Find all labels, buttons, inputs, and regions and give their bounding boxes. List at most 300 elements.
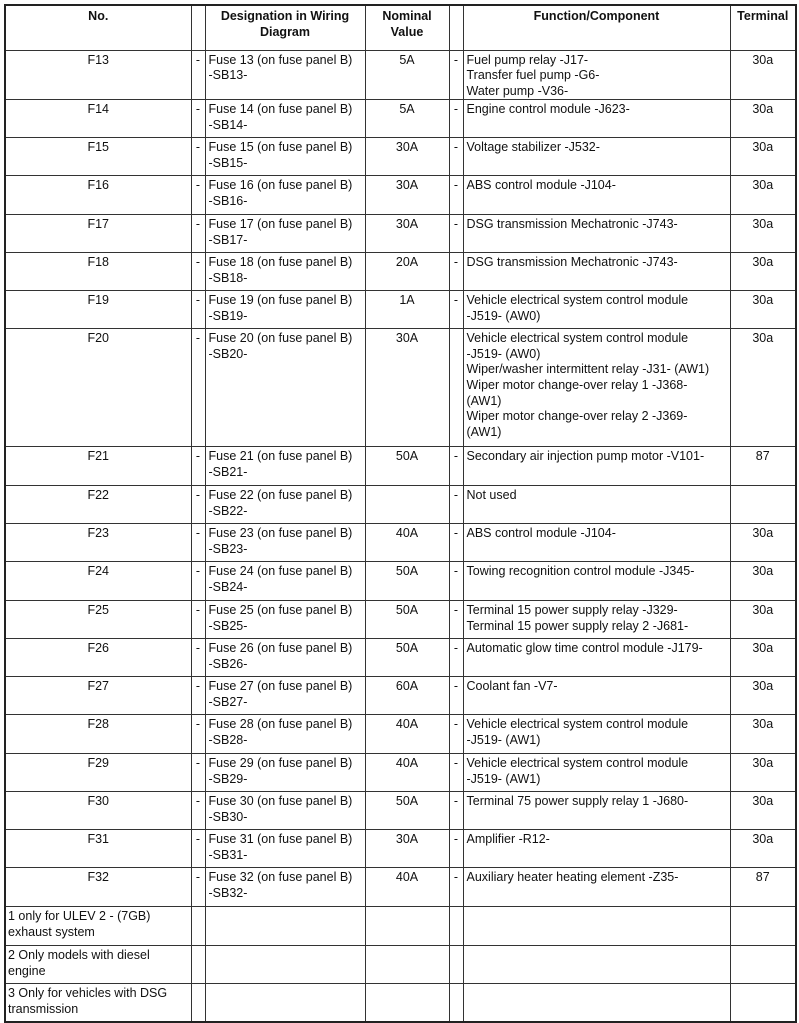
nominal-value: 30A: [395, 217, 419, 232]
dash-cell: [191, 792, 205, 830]
dash-marker: -: [453, 717, 459, 732]
designation-line: Fuse 19 (on fuse panel B): [208, 293, 353, 308]
table-row: [5, 754, 796, 792]
dash-marker: -: [453, 178, 459, 193]
dash-cell: [449, 447, 463, 486]
designation-line: Fuse 32 (on fuse panel B): [208, 870, 353, 885]
function-line: Water pump -V36-: [466, 83, 569, 98]
fuse-number: F31: [87, 832, 110, 847]
designation-cell: [205, 176, 365, 215]
function-line: Voltage stabilizer -J532-: [466, 140, 600, 155]
dash-marker: -: [195, 449, 201, 464]
function-component-cell: [463, 447, 730, 486]
table-row: [5, 176, 796, 215]
dash-marker: -: [453, 832, 459, 847]
function-line: Vehicle electrical system control module: [466, 293, 689, 308]
footnote-line: engine: [8, 963, 46, 978]
fuse-table: [4, 4, 797, 1023]
header-function-component: Function/Component: [463, 5, 730, 50]
dash-marker: -: [453, 603, 459, 618]
dash-marker: -: [195, 832, 201, 847]
terminal-cell: [730, 50, 796, 100]
fuse-number: F14: [87, 102, 110, 117]
terminal-value: 87: [755, 449, 770, 464]
function-line: Engine control module -J623-: [466, 102, 630, 117]
dash-marker: -: [453, 255, 459, 270]
fuse-number: F28: [87, 717, 110, 732]
fuse-number: F27: [87, 679, 110, 694]
terminal-value: 30a: [752, 603, 774, 618]
dash-marker: -: [195, 102, 201, 117]
nominal-value: 40A: [395, 717, 419, 732]
nominal-value: 20A: [395, 255, 419, 270]
function-line: Fuel pump relay -J17-: [466, 52, 589, 67]
function-component-cell: [463, 601, 730, 639]
nominal-value-cell: [365, 486, 449, 524]
dash-marker: -: [195, 794, 201, 809]
terminal-cell: [730, 138, 796, 176]
dash-marker: -: [195, 641, 201, 656]
function-component-cell: [463, 50, 730, 100]
terminal-value: 30a: [752, 255, 774, 270]
terminal-cell: [730, 215, 796, 253]
nominal-value: 50A: [395, 449, 419, 464]
dash-marker: -: [453, 870, 459, 885]
nominal-value: 30A: [395, 832, 419, 847]
footnote-row: [5, 907, 796, 946]
fuse-number-cell: [5, 329, 191, 447]
dash-cell: [191, 715, 205, 754]
function-component-cell: [463, 215, 730, 253]
designation-line: Fuse 28 (on fuse panel B): [208, 717, 353, 732]
designation-cell: [205, 253, 365, 291]
designation-line: Fuse 29 (on fuse panel B): [208, 756, 353, 771]
dash-cell: [191, 486, 205, 524]
nominal-value-cell: [365, 868, 449, 907]
terminal-cell: [730, 524, 796, 562]
function-component-cell: [463, 715, 730, 754]
empty-cell: [730, 907, 796, 946]
terminal-cell: [730, 100, 796, 138]
function-component-cell: [463, 100, 730, 138]
dash-marker: -: [195, 717, 201, 732]
function-component-cell: [463, 754, 730, 792]
footnote-cell: [5, 907, 191, 946]
nominal-value: 50A: [395, 794, 419, 809]
table-row: [5, 253, 796, 291]
nominal-value-cell: [365, 176, 449, 215]
fuse-number: F17: [87, 217, 110, 232]
terminal-cell: [730, 715, 796, 754]
terminal-value: 30a: [752, 217, 774, 232]
empty-cell: [730, 984, 796, 1022]
nominal-value: 40A: [395, 756, 419, 771]
dash-marker: -: [453, 794, 459, 809]
terminal-cell: [730, 830, 796, 868]
terminal-value: 30a: [752, 140, 774, 155]
designation-line: -SB15-: [208, 155, 248, 170]
nominal-value-cell: [365, 100, 449, 138]
terminal-value: 87: [755, 870, 770, 885]
designation-line: -SB28-: [208, 732, 248, 747]
dash-cell: [449, 215, 463, 253]
fuse-number-cell: [5, 524, 191, 562]
footnote-line: transmission: [8, 1001, 79, 1016]
designation-line: Fuse 13 (on fuse panel B): [208, 52, 353, 67]
empty-cell: [191, 907, 205, 946]
table-row: [5, 215, 796, 253]
terminal-cell: [730, 562, 796, 601]
terminal-value: 30a: [752, 564, 774, 579]
nominal-value: 40A: [395, 870, 419, 885]
dash-cell: [449, 830, 463, 868]
footnote-line: 3 Only for vehicles with DSG: [8, 986, 168, 1001]
function-line: Automatic glow time control module -J179-: [466, 641, 703, 656]
terminal-cell: [730, 291, 796, 329]
function-component-cell: [463, 677, 730, 715]
designation-line: -SB18-: [208, 270, 248, 285]
fuse-number-cell: [5, 291, 191, 329]
fuse-number: F21: [87, 449, 110, 464]
empty-cell: [449, 907, 463, 946]
dash-cell: [449, 138, 463, 176]
empty-cell: [205, 907, 365, 946]
dash-cell: [191, 215, 205, 253]
terminal-value: 30a: [752, 178, 774, 193]
fuse-number: F19: [87, 293, 110, 308]
empty-cell: [730, 946, 796, 984]
fuse-number-cell: [5, 868, 191, 907]
designation-line: -SB17-: [208, 232, 248, 247]
terminal-value: 30a: [752, 52, 774, 67]
function-component-cell: [463, 868, 730, 907]
nominal-value: 50A: [395, 564, 419, 579]
fuse-number: F32: [87, 870, 110, 885]
dash-cell: [449, 868, 463, 907]
empty-cell: [365, 946, 449, 984]
nominal-value: 1A: [399, 293, 415, 308]
terminal-cell: [730, 792, 796, 830]
fuse-number: F22: [87, 488, 110, 503]
function-component-cell: [463, 253, 730, 291]
table-row: [5, 447, 796, 486]
dash-cell: [449, 253, 463, 291]
empty-cell: [365, 907, 449, 946]
designation-cell: [205, 524, 365, 562]
table-row: [5, 677, 796, 715]
fuse-number-cell: [5, 138, 191, 176]
dash-cell: [191, 50, 205, 100]
function-component-cell: [463, 138, 730, 176]
function-line: DSG transmission Mechatronic -J743-: [466, 217, 678, 232]
dash-cell: [191, 176, 205, 215]
nominal-value-cell: [365, 754, 449, 792]
table-row: [5, 830, 796, 868]
function-line: Wiper motor change-over relay 2 -J369-: [466, 409, 688, 424]
empty-cell: [205, 946, 365, 984]
dash-cell: [191, 138, 205, 176]
terminal-value: 30a: [752, 794, 774, 809]
nominal-value-cell: [365, 138, 449, 176]
designation-line: -SB16-: [208, 193, 248, 208]
designation-line: Fuse 16 (on fuse panel B): [208, 178, 353, 193]
dash-marker: -: [195, 870, 201, 885]
fuse-number-cell: [5, 562, 191, 601]
designation-line: -SB25-: [208, 618, 248, 633]
dash-cell: [449, 677, 463, 715]
designation-line: Fuse 20 (on fuse panel B): [208, 331, 353, 346]
dash-cell: [191, 868, 205, 907]
nominal-value: 30A: [395, 140, 419, 155]
dash-cell: [191, 830, 205, 868]
table-header-row: [5, 5, 796, 50]
function-component-cell: [463, 830, 730, 868]
nominal-value-cell: [365, 253, 449, 291]
designation-line: Fuse 18 (on fuse panel B): [208, 255, 353, 270]
table-row: [5, 715, 796, 754]
table-row: [5, 868, 796, 907]
designation-line: Fuse 26 (on fuse panel B): [208, 641, 353, 656]
nominal-value-cell: [365, 447, 449, 486]
terminal-cell: [730, 868, 796, 907]
designation-cell: [205, 50, 365, 100]
dash-cell: [191, 677, 205, 715]
fuse-number-cell: [5, 50, 191, 100]
designation-line: -SB30-: [208, 809, 248, 824]
nominal-value: 50A: [395, 641, 419, 656]
function-line: Terminal 15 power supply relay 2 -J681-: [466, 618, 689, 633]
fuse-number: F29: [87, 756, 110, 771]
nominal-value-cell: [365, 792, 449, 830]
table-row: [5, 50, 796, 100]
function-line: -J519- (AW0): [466, 346, 541, 361]
empty-cell: [191, 984, 205, 1022]
dash-cell: [449, 329, 463, 447]
table-row: [5, 291, 796, 329]
footnote-line: 2 Only models with diesel: [8, 948, 150, 963]
dash-marker: -: [195, 756, 201, 771]
terminal-cell: [730, 601, 796, 639]
nominal-value: 50A: [395, 603, 419, 618]
empty-cell: [205, 984, 365, 1022]
designation-line: -SB13-: [208, 68, 248, 83]
function-line: Terminal 15 power supply relay -J329-: [466, 603, 678, 618]
dash-marker: -: [453, 140, 459, 155]
designation-line: -SB20-: [208, 346, 248, 361]
dash-cell: [449, 486, 463, 524]
dash-cell: [191, 100, 205, 138]
function-line: Terminal 75 power supply relay 1 -J680-: [466, 794, 689, 809]
function-line: Wiper motor change-over relay 1 -J368-: [466, 378, 688, 393]
function-line: Coolant fan -V7-: [466, 679, 558, 694]
fuse-number-cell: [5, 830, 191, 868]
dash-marker: -: [453, 756, 459, 771]
dash-marker: -: [195, 488, 201, 503]
function-component-cell: [463, 329, 730, 447]
designation-line: Fuse 27 (on fuse panel B): [208, 679, 353, 694]
function-line: Vehicle electrical system control module: [466, 756, 689, 771]
dash-cell: [449, 754, 463, 792]
empty-cell: [365, 984, 449, 1022]
footnote-cell: [5, 946, 191, 984]
designation-cell: [205, 291, 365, 329]
function-line: DSG transmission Mechatronic -J743-: [466, 255, 678, 270]
dash-cell: [449, 792, 463, 830]
nominal-value-cell: [365, 524, 449, 562]
dash-cell: [449, 176, 463, 215]
empty-cell: [191, 946, 205, 984]
fuse-number-cell: [5, 215, 191, 253]
function-line: ABS control module -J104-: [466, 178, 616, 193]
designation-line: -SB32-: [208, 885, 248, 900]
function-component-cell: [463, 639, 730, 677]
designation-line: -SB26-: [208, 656, 248, 671]
terminal-value: 30a: [752, 331, 774, 346]
fuse-number-cell: [5, 715, 191, 754]
table-row: [5, 100, 796, 138]
designation-cell: [205, 639, 365, 677]
terminal-value: 30a: [752, 293, 774, 308]
header-terminal: Terminal: [730, 5, 796, 50]
dash-cell: [449, 524, 463, 562]
dash-marker: -: [195, 564, 201, 579]
dash-cell: [449, 100, 463, 138]
designation-cell: [205, 100, 365, 138]
dash-marker: -: [453, 564, 459, 579]
nominal-value-cell: [365, 329, 449, 447]
header-spacer-2: [449, 5, 463, 50]
nominal-value-cell: [365, 50, 449, 100]
nominal-value: 5A: [399, 102, 415, 117]
dash-marker: -: [195, 52, 201, 67]
dash-cell: [191, 524, 205, 562]
designation-cell: [205, 792, 365, 830]
terminal-value: 30a: [752, 102, 774, 117]
dash-marker: -: [195, 217, 201, 232]
header-no: No.: [5, 5, 191, 50]
table-row: [5, 562, 796, 601]
designation-line: Fuse 25 (on fuse panel B): [208, 603, 353, 618]
fuse-number-cell: [5, 677, 191, 715]
designation-line: Fuse 23 (on fuse panel B): [208, 526, 353, 541]
dash-cell: [191, 447, 205, 486]
nominal-value-cell: [365, 715, 449, 754]
function-line: Transfer fuel pump -G6-: [466, 68, 600, 83]
dash-marker: -: [195, 140, 201, 155]
designation-line: Fuse 30 (on fuse panel B): [208, 794, 353, 809]
dash-marker: -: [195, 526, 201, 541]
designation-line: -SB29-: [208, 771, 248, 786]
dash-marker: -: [453, 641, 459, 656]
designation-line: Fuse 31 (on fuse panel B): [208, 832, 353, 847]
footnote-line: 1 only for ULEV 2 - (7GB): [8, 909, 151, 924]
header-spacer-1: [191, 5, 205, 50]
fuse-number-cell: [5, 601, 191, 639]
designation-cell: [205, 447, 365, 486]
dash-cell: [449, 715, 463, 754]
table-row: [5, 601, 796, 639]
dash-cell: [191, 291, 205, 329]
designation-cell: [205, 486, 365, 524]
function-component-cell: [463, 291, 730, 329]
designation-line: -SB27-: [208, 694, 248, 709]
dash-marker: -: [195, 679, 201, 694]
empty-cell: [463, 907, 730, 946]
terminal-cell: [730, 447, 796, 486]
designation-cell: [205, 215, 365, 253]
designation-line: -SB14-: [208, 117, 248, 132]
terminal-cell: [730, 176, 796, 215]
footnote-cell: [5, 984, 191, 1022]
designation-line: -SB24-: [208, 579, 248, 594]
nominal-value: 5A: [399, 52, 415, 67]
fuse-number: F23: [87, 526, 110, 541]
designation-cell: [205, 830, 365, 868]
designation-line: Fuse 24 (on fuse panel B): [208, 564, 353, 579]
fuse-number: F16: [87, 178, 110, 193]
dash-marker: -: [453, 102, 459, 117]
fuse-number: F18: [87, 255, 110, 270]
table-row: [5, 792, 796, 830]
dash-marker: -: [195, 603, 201, 618]
terminal-cell: [730, 639, 796, 677]
fuse-number: F30: [87, 794, 110, 809]
terminal-value: 30a: [752, 717, 774, 732]
function-line: Auxiliary heater heating element -Z35-: [466, 870, 679, 885]
dash-marker: -: [195, 178, 201, 193]
designation-cell: [205, 868, 365, 907]
function-line: -J519- (AW1): [466, 732, 541, 747]
dash-marker: -: [195, 293, 201, 308]
function-component-cell: [463, 792, 730, 830]
fuse-number-cell: [5, 253, 191, 291]
designation-line: -SB19-: [208, 308, 248, 323]
fuse-number-cell: [5, 486, 191, 524]
dash-marker: -: [453, 293, 459, 308]
function-line: Secondary air injection pump motor -V101-: [466, 449, 705, 464]
function-component-cell: [463, 524, 730, 562]
nominal-value-cell: [365, 562, 449, 601]
dash-cell: [191, 253, 205, 291]
terminal-value: 30a: [752, 641, 774, 656]
designation-line: Fuse 22 (on fuse panel B): [208, 488, 353, 503]
nominal-value-cell: [365, 291, 449, 329]
function-line: Wiper/washer intermittent relay -J31- (AW1): [466, 362, 710, 377]
terminal-value: 30a: [752, 756, 774, 771]
dash-marker: -: [453, 217, 459, 232]
table-row: [5, 486, 796, 524]
dash-cell: [449, 601, 463, 639]
nominal-value-cell: [365, 639, 449, 677]
fuse-number: F25: [87, 603, 110, 618]
function-line: (AW1): [466, 393, 502, 408]
terminal-cell: [730, 754, 796, 792]
function-line: (AW1): [466, 424, 502, 439]
nominal-value: 30A: [395, 178, 419, 193]
designation-line: Fuse 21 (on fuse panel B): [208, 449, 353, 464]
fuse-number: F13: [87, 52, 110, 67]
header-designation: Designation in Wiring Diagram: [205, 5, 365, 50]
dash-cell: [449, 291, 463, 329]
dash-marker: -: [195, 331, 201, 346]
empty-cell: [463, 984, 730, 1022]
designation-cell: [205, 562, 365, 601]
nominal-value: 40A: [395, 526, 419, 541]
fuse-number-cell: [5, 176, 191, 215]
dash-cell: [191, 329, 205, 447]
designation-line: Fuse 17 (on fuse panel B): [208, 217, 353, 232]
header-nominal-value: Nominal Value: [365, 5, 449, 50]
